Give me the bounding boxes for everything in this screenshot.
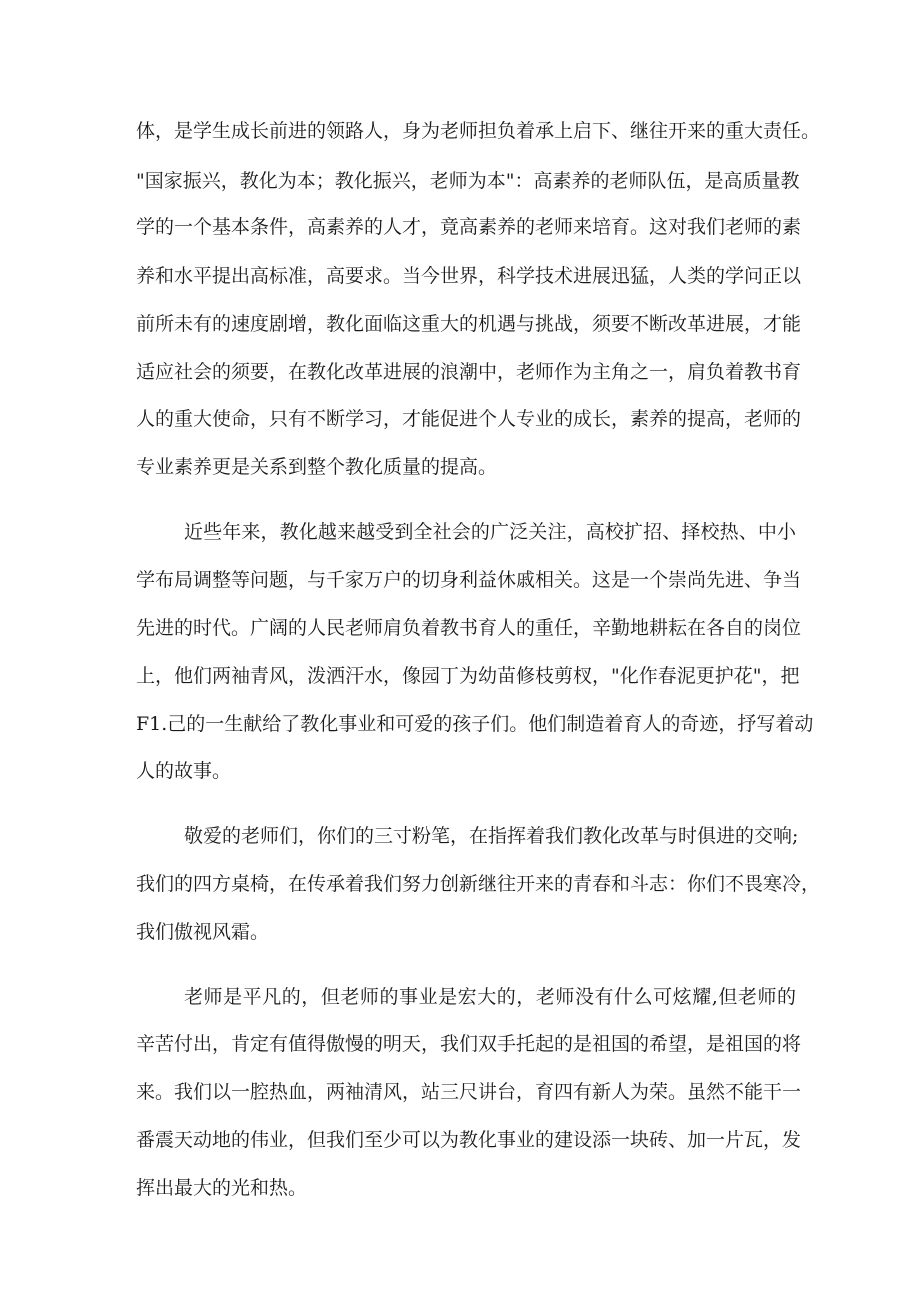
text-line: 前所未有的速度剧增，教化面临这重大的机遇与挑战，须要不断改革进展，才能 <box>136 313 802 335</box>
text-line: 专业素养更是关系到整个教化质量的提高。 <box>136 456 498 478</box>
text-line: 人的重大使命，只有不断学习，才能促进个人专业的成长，素养的提高，老师的 <box>136 408 802 430</box>
text-line: 体，是学生成长前进的领路人，身为老师担负着承上启下、继往开来的重大责任。 <box>136 120 821 142</box>
text-line: 先进的时代。广阔的人民老师肩负着教书育人的重任，辛勤地耕耘在各自的岗位 <box>136 617 802 639</box>
text-line: 适应社会的须要，在教化改革进展的浪潮中，老师作为主角之一，肩负着教书育 <box>136 361 802 383</box>
text-line: 老师是平凡的，但老师的事业是宏大的，老师没有什么可炫耀,但老师的 <box>184 986 796 1008</box>
text-line: 我们傲视风霜。 <box>136 921 270 943</box>
text-line: 来。我们以一腔热血，两袖清风，站三尺讲台，育四有新人为荣。虽然不能干一 <box>136 1081 802 1103</box>
text-line: 敬爱的老师们，你们的三寸粉笔，在指挥着我们教化改革与时俱进的交响; <box>184 825 799 847</box>
text-line: 养和水平提出高标准，高要求。当今世界，科学技术进展迅猛，人类的学问正以 <box>136 265 802 287</box>
text-line: 人的故事。 <box>136 760 232 782</box>
text-line: 辛苦付出，肯定有值得傲慢的明天，我们双手托起的是祖国的希望，是祖国的将 <box>136 1033 802 1055</box>
text-line: F1.己的一生献给了教化事业和可爱的孩子们。他们制造着育人的奇迹，抒写着动 <box>136 713 814 735</box>
text-line: 挥出最大的光和热。 <box>136 1177 308 1199</box>
text-line: 学布局调整等问题，与千家万户的切身利益休戚相关。这是一个崇尚先进、争当 <box>136 569 802 591</box>
text-line: 学的一个基本条件，高素养的人才，竟高素养的老师来培育。这对我们老师的素 <box>136 216 802 238</box>
text-line: 上，他们两袖青风，泼洒汗水，像园丁为幼苗修枝剪杈，"化作春泥更护花"，把 <box>136 665 800 687</box>
text-line: 番震天动地的伟业，但我们至少可以为教化事业的建设添一块砖、加一片瓦，发 <box>136 1129 802 1151</box>
text-line: 近些年来，教化越来越受到全社会的广泛关注，高校扩招、择校热、中小 <box>184 521 796 543</box>
text-line: "国家振兴，教化为本；教化振兴，老师为本"：高素养的老师队伍，是高质量教 <box>136 170 800 192</box>
text-line: 我们的四方桌椅，在传承着我们努力创新继往开来的青春和斗志：你们不畏寒冷， <box>136 873 821 895</box>
